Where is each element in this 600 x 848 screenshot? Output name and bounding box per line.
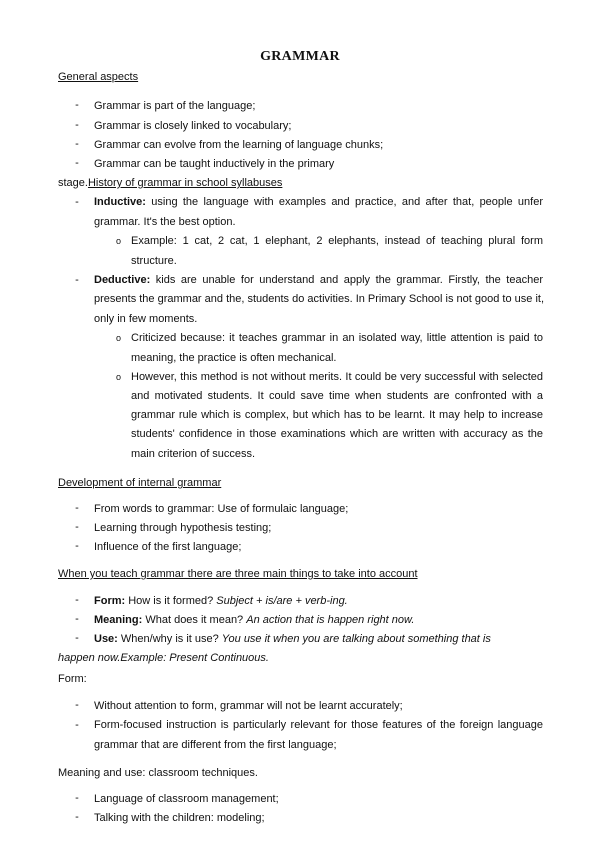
use-italic: You use it when you are talking about something that is bbox=[221, 633, 491, 645]
dash-bullet: - bbox=[75, 119, 79, 131]
list-item: Grammar is part of the language; bbox=[94, 100, 256, 112]
however-line-2: and motivated students. It could save time when students are confronted with a bbox=[131, 390, 543, 402]
list-item: Grammar can be taught inductively in the primary bbox=[94, 158, 335, 170]
dash-bullet: - bbox=[75, 502, 79, 514]
inductive-line-1 bbox=[94, 196, 543, 208]
deductive-line-1 bbox=[94, 274, 543, 286]
circle-bullet: o bbox=[116, 236, 122, 246]
meaning-item bbox=[94, 613, 414, 627]
dash-bullet: - bbox=[75, 196, 79, 208]
however-line-5: main criterion of success. bbox=[131, 448, 256, 460]
dash-bullet: - bbox=[75, 594, 79, 606]
dash-bullet: - bbox=[75, 99, 79, 111]
deductive-label: Deductive: bbox=[94, 274, 151, 286]
criticized-line-2: meaning, the practice is often mechanical. bbox=[131, 352, 337, 364]
dash-bullet: - bbox=[75, 274, 79, 286]
circle-bullet: o bbox=[116, 372, 122, 382]
list-item: Talking with the children: modeling; bbox=[94, 812, 265, 824]
meaning-use-heading: Meaning and use: classroom techniques. bbox=[58, 767, 258, 779]
however-line-4: students' confidence in those examinations which are written with accuracy as the bbox=[131, 428, 543, 440]
inductive-text: using the language with examples and practice, and after that, people unfer bbox=[151, 196, 543, 208]
form-text: How is it formed? bbox=[128, 595, 214, 607]
dash-bullet: - bbox=[75, 811, 79, 823]
section-heading-internal: Development of internal grammar bbox=[58, 477, 222, 489]
inductive-example-line-1: Example: 1 cat, 2 cat, 1 elephant, 2 elephants, instead of teaching plural form bbox=[131, 235, 543, 247]
dash-bullet: - bbox=[75, 157, 79, 169]
dash-bullet: - bbox=[75, 138, 79, 150]
section-heading-teach: When you teach grammar there are three main things to take into account bbox=[58, 568, 418, 580]
use-item bbox=[94, 632, 491, 646]
form-list-item-1: Without attention to form, grammar will not be learnt accurately; bbox=[94, 700, 403, 712]
continuation-text: stage. bbox=[58, 177, 88, 189]
form-list-item-2-line-1: Form-focused instruction is particularly relevant for those features of the foreign language bbox=[94, 719, 543, 731]
inductive-example-line-2: structure. bbox=[131, 255, 177, 267]
deductive-text: kids are unable for understand and apply the grammar. Firstly, the teacher bbox=[155, 274, 544, 286]
section-heading-history: History of grammar in school syllabuses bbox=[87, 177, 283, 189]
meaning-italic: An action that is happen right now. bbox=[246, 614, 415, 626]
criticized-line-1: Criticized because: it teaches grammar in an isolated way, little attention is paid to bbox=[131, 332, 543, 344]
section-heading-general: General aspects bbox=[58, 71, 139, 83]
form-list-item-2-line-2: grammar that are different from the first language; bbox=[94, 739, 337, 751]
page-title: GRAMMAR bbox=[260, 49, 340, 64]
use-continuation bbox=[58, 651, 269, 665]
however-line-1: However, this method is not without merits. It could be very successful with selected bbox=[131, 371, 543, 383]
list-item: Grammar is closely linked to vocabulary; bbox=[94, 120, 292, 132]
deductive-line-3: only in few moments. bbox=[94, 313, 198, 325]
circle-bullet: o bbox=[116, 333, 122, 343]
use-text: When/why is it use? bbox=[120, 633, 219, 645]
dash-bullet: - bbox=[75, 632, 79, 644]
meaning-label: Meaning: bbox=[94, 614, 143, 626]
use-cont-italic: happen now. bbox=[58, 652, 121, 664]
list-item: Grammar can evolve from the learning of language chunks; bbox=[94, 139, 384, 151]
form-label: Form: bbox=[94, 595, 126, 607]
dash-bullet: - bbox=[75, 521, 79, 533]
use-example: Example: Present Continuous. bbox=[120, 652, 269, 664]
list-item: From words to grammar: Use of formulaic language; bbox=[94, 503, 349, 515]
meaning-text: What does it mean? bbox=[145, 614, 244, 626]
dash-bullet: - bbox=[75, 699, 79, 711]
list-item: Influence of the first language; bbox=[94, 541, 242, 553]
use-label: Use: bbox=[94, 633, 118, 645]
history-line bbox=[58, 176, 282, 190]
dash-bullet: - bbox=[75, 719, 79, 731]
however-line-3: grammar rule which is complex, but which has to be learnt. It may help to increase bbox=[131, 409, 543, 421]
form-heading: Form: bbox=[58, 673, 87, 685]
deductive-line-2: presents the grammar and the, students do activities. In Primary School is not good to use it, bbox=[94, 293, 545, 305]
dash-bullet: - bbox=[75, 792, 79, 804]
form-italic: Subject + is/are + verb-ing. bbox=[216, 595, 348, 607]
inductive-label: Inductive: bbox=[94, 196, 146, 208]
inductive-line-2: grammar. It's the best option. bbox=[94, 216, 236, 228]
form-item bbox=[94, 594, 348, 608]
list-item: Language of classroom management; bbox=[94, 793, 279, 805]
list-item: Learning through hypothesis testing; bbox=[94, 522, 272, 534]
dash-bullet: - bbox=[75, 540, 79, 552]
dash-bullet: - bbox=[75, 613, 79, 625]
